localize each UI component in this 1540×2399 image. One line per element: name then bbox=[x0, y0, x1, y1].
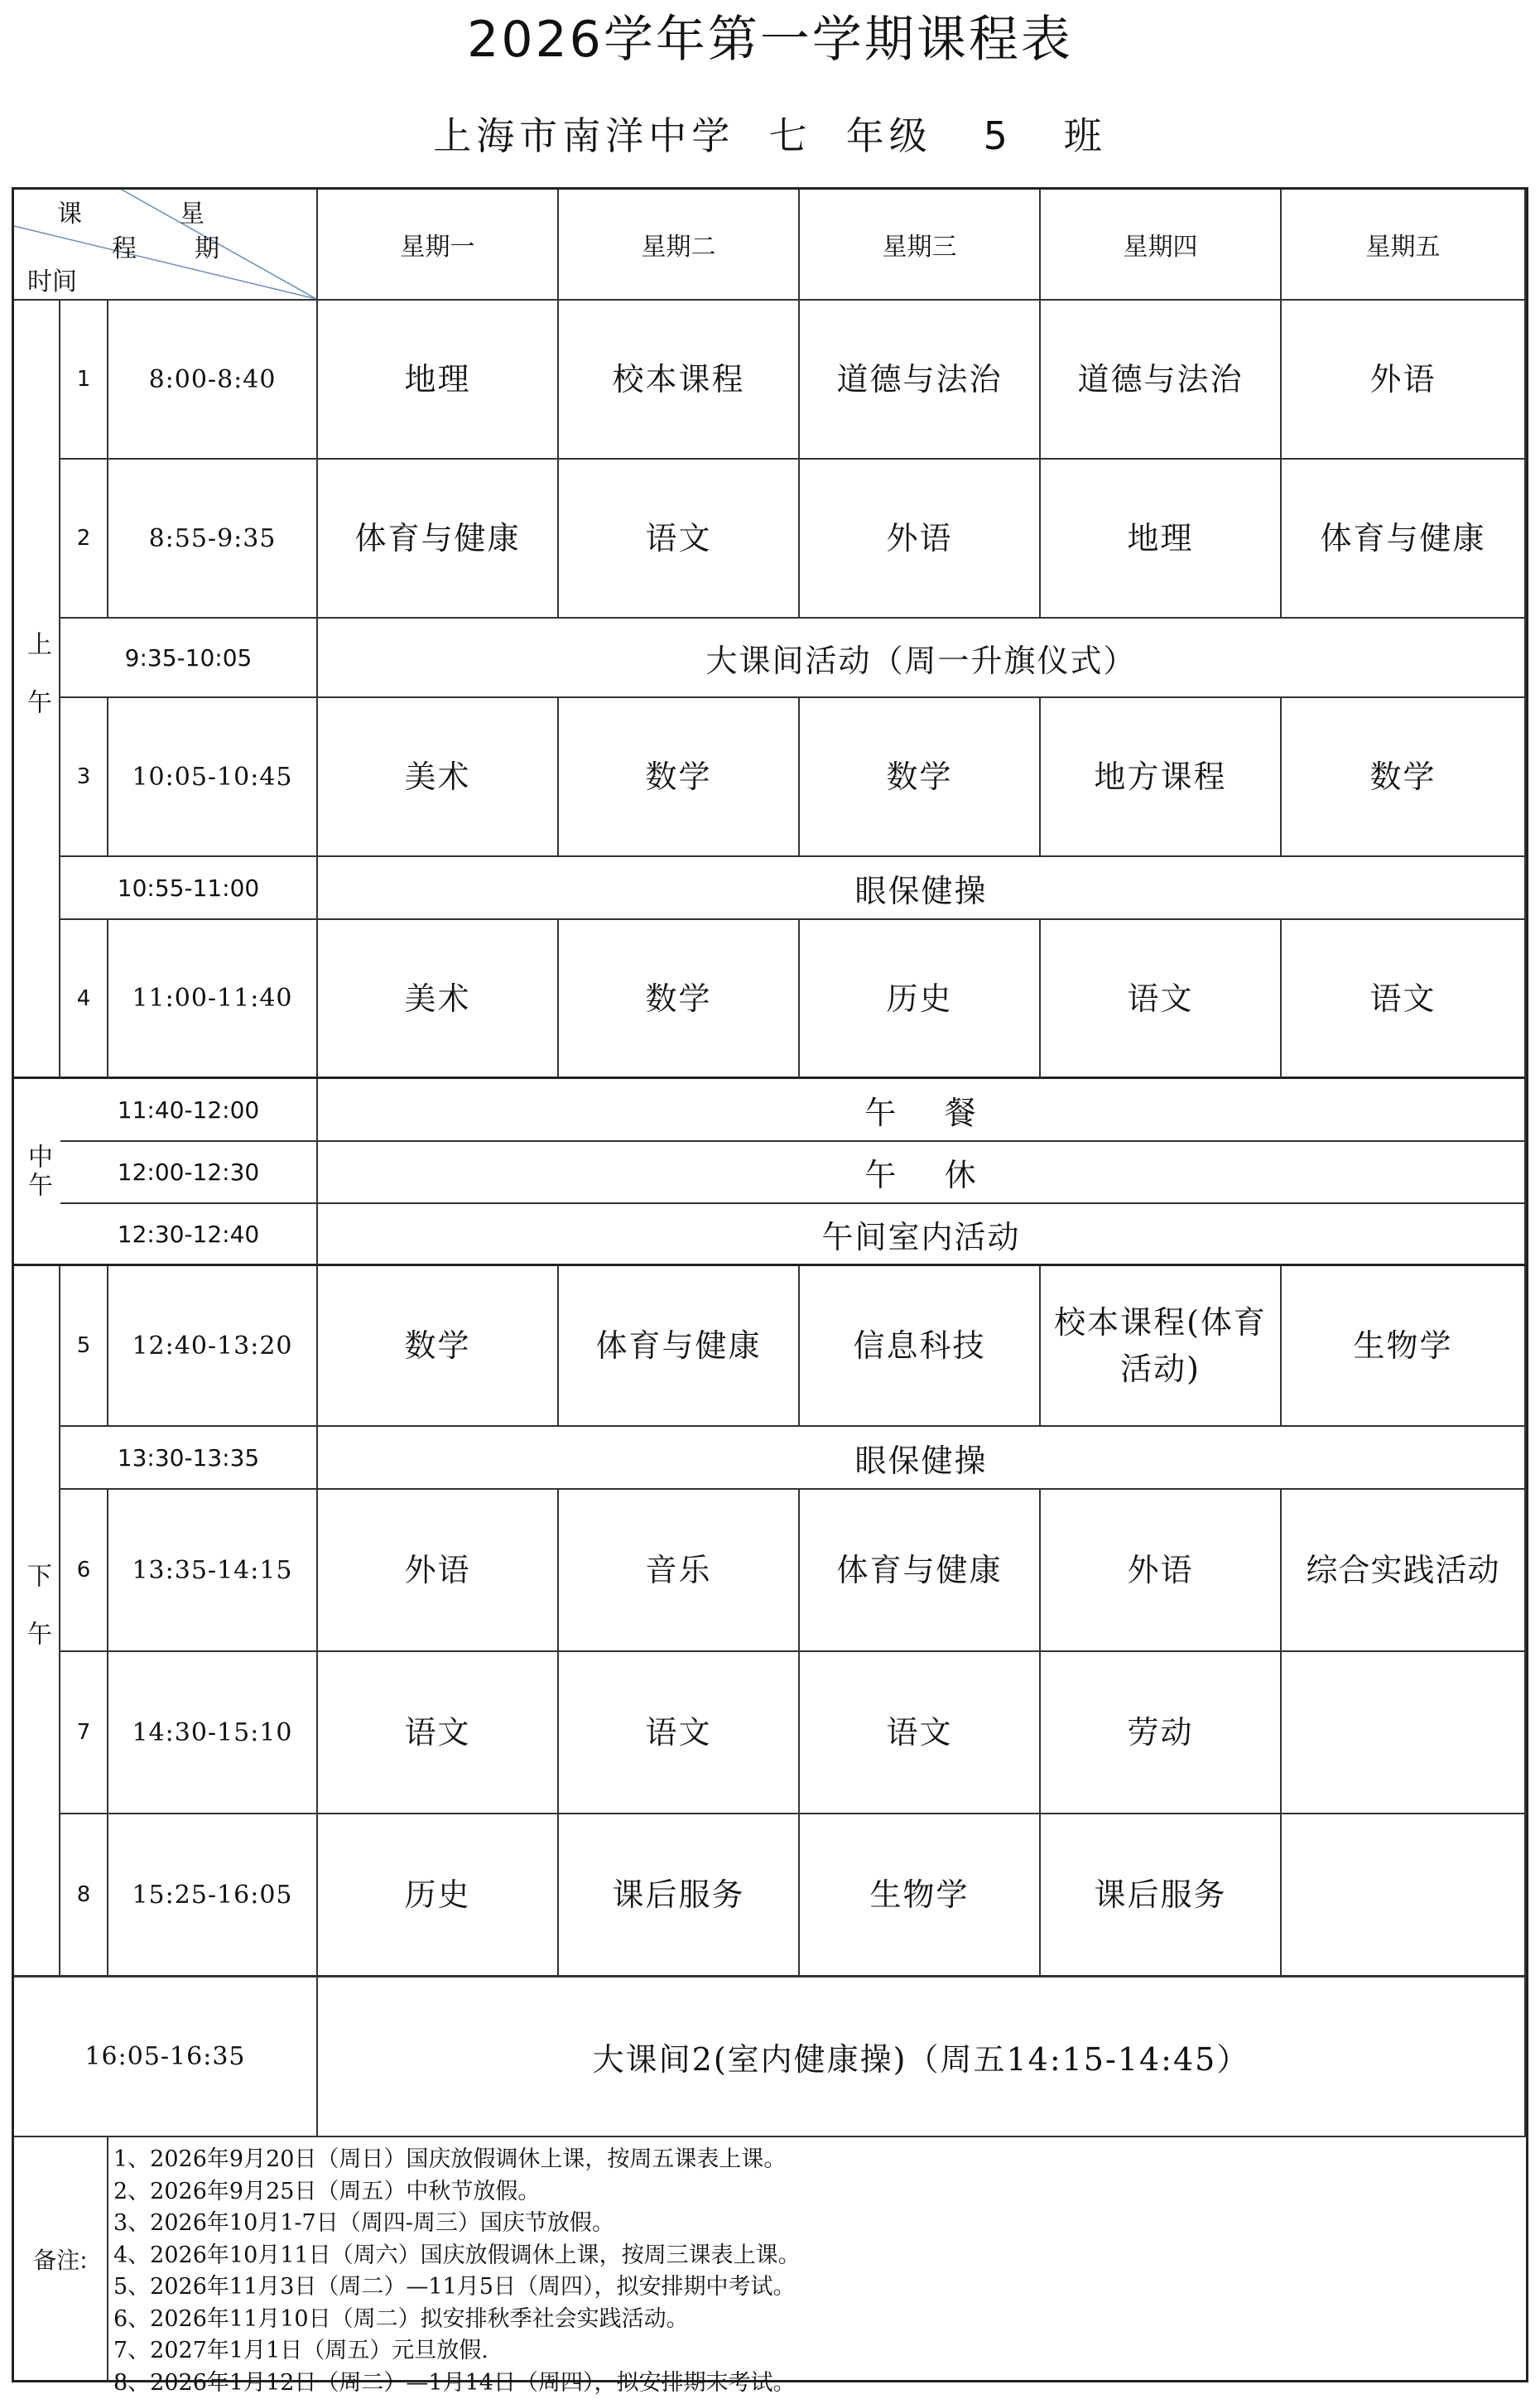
subject-cell: 体育与健康 bbox=[559, 1266, 800, 1427]
note-item: 4、2026年10月11日（周六）国庆放假调休上课，按周三课表上课。 bbox=[113, 2240, 801, 2272]
period-number: 7 bbox=[60, 1652, 108, 1814]
day-header-tue: 星期二 bbox=[559, 190, 800, 301]
break-time: 12:00-12:30 bbox=[60, 1142, 318, 1204]
period-time: 10:05-10:45 bbox=[108, 698, 318, 857]
subject-cell: 语文 bbox=[1041, 920, 1282, 1079]
nap-row: 午 休 bbox=[318, 1142, 1526, 1204]
subject-cell: 语文 bbox=[800, 1652, 1041, 1814]
note-item: 5、2026年11月3日（周二）—11月5日（周四），拟安排期中考试。 bbox=[113, 2271, 801, 2304]
note-item: 8、2026年1月12日（周二）—1月14日（周四），拟安排期末考试。 bbox=[113, 2368, 801, 2399]
period-number: 1 bbox=[60, 301, 108, 460]
break-time: 12:30-12:40 bbox=[60, 1204, 318, 1266]
corner-label-time: 时间 bbox=[27, 261, 77, 297]
corner-label-xing: 星 bbox=[180, 193, 205, 229]
subject-cell: 音乐 bbox=[559, 1490, 800, 1652]
period-time: 14:30-15:10 bbox=[108, 1652, 318, 1814]
break-activity: 大课间2(室内健康操)（周五14:15-14:45） bbox=[318, 1977, 1526, 2137]
subject-cell: 外语 bbox=[800, 460, 1041, 619]
break-time: 16:05-16:35 bbox=[14, 1977, 318, 2137]
break-time: 10:55-11:00 bbox=[60, 857, 318, 920]
break-time: 13:30-13:35 bbox=[60, 1427, 318, 1490]
subject-cell: 生物学 bbox=[800, 1814, 1041, 1977]
notes-label: 备注: bbox=[14, 2137, 108, 2380]
subject-cell: 数学 bbox=[559, 698, 800, 857]
break-time: 9:35-10:05 bbox=[60, 619, 318, 698]
period-time: 15:25-16:05 bbox=[108, 1814, 318, 1977]
subject-cell: 美术 bbox=[318, 698, 559, 857]
subject-cell: 信息科技 bbox=[800, 1266, 1041, 1427]
subject-cell-empty bbox=[1282, 1814, 1526, 1977]
period-time: 8:55-9:35 bbox=[108, 460, 318, 619]
subject-cell: 课后服务 bbox=[559, 1814, 800, 1977]
break-activity: 眼保健操 bbox=[318, 1427, 1526, 1490]
corner-label-cheng: 程 bbox=[112, 228, 137, 264]
day-header-wed: 星期三 bbox=[800, 190, 1041, 301]
period-time: 8:00-8:40 bbox=[108, 301, 318, 460]
break-activity: 眼保健操 bbox=[318, 857, 1526, 920]
period-number: 3 bbox=[60, 698, 108, 857]
timetable bbox=[12, 187, 1528, 2382]
subject-cell: 校本课程 bbox=[559, 301, 800, 460]
day-header-thu: 星期四 bbox=[1041, 190, 1282, 301]
subject-cell: 地理 bbox=[318, 301, 559, 460]
subject-cell: 生物学 bbox=[1282, 1266, 1526, 1427]
subject-cell: 外语 bbox=[1041, 1490, 1282, 1652]
subject-cell: 历史 bbox=[800, 920, 1041, 1079]
class-subtitle: 上海市南洋中学 七 年级 5 班 bbox=[0, 109, 1540, 162]
subject-cell: 语文 bbox=[318, 1652, 559, 1814]
subject-cell: 体育与健康 bbox=[318, 460, 559, 619]
notes-list bbox=[108, 2137, 1526, 2380]
page-title: 2026学年第一学期课程表 bbox=[0, 7, 1540, 73]
subject-cell: 外语 bbox=[318, 1490, 559, 1652]
note-item: 2、2026年9月25日（周五）中秋节放假。 bbox=[113, 2176, 801, 2209]
note-item: 7、2027年1月1日（周五）元旦放假. bbox=[113, 2335, 801, 2368]
note-item: 3、2026年10月1-7日（周四-周三）国庆节放假。 bbox=[113, 2208, 801, 2240]
subject-cell-empty bbox=[1282, 1652, 1526, 1814]
corner-label-qi: 期 bbox=[195, 228, 219, 264]
day-header-fri: 星期五 bbox=[1282, 190, 1526, 301]
break-activity: 大课间活动（周一升旗仪式） bbox=[318, 619, 1526, 698]
subject-cell: 语文 bbox=[559, 1652, 800, 1814]
corner-label-ke: 课 bbox=[57, 193, 82, 229]
section-afternoon: 下午 bbox=[14, 1266, 60, 1977]
period-number: 4 bbox=[60, 920, 108, 1079]
day-header-mon: 星期一 bbox=[318, 190, 559, 301]
note-item: 1、2026年9月20日（周日）国庆放假调休上课，按周五课表上课。 bbox=[113, 2144, 801, 2176]
subject-cell: 校本课程(体育活动) bbox=[1041, 1266, 1282, 1427]
noon-activity-row: 午间室内活动 bbox=[318, 1204, 1526, 1266]
break-time: 11:40-12:00 bbox=[60, 1079, 318, 1142]
subject-cell: 综合实践活动 bbox=[1282, 1490, 1526, 1652]
subject-cell: 地方课程 bbox=[1041, 698, 1282, 857]
period-number: 8 bbox=[60, 1814, 108, 1977]
subject-cell: 道德与法治 bbox=[1041, 301, 1282, 460]
period-time: 12:40-13:20 bbox=[108, 1266, 318, 1427]
subject-cell: 语文 bbox=[559, 460, 800, 619]
subject-cell: 道德与法治 bbox=[800, 301, 1041, 460]
period-number: 5 bbox=[60, 1266, 108, 1427]
section-noon: 中午 bbox=[14, 1079, 60, 1266]
period-number: 2 bbox=[60, 460, 108, 619]
header-corner bbox=[14, 190, 318, 301]
period-time: 11:00-11:40 bbox=[108, 920, 318, 1079]
subject-cell: 地理 bbox=[1041, 460, 1282, 619]
lunch-row: 午 餐 bbox=[318, 1079, 1526, 1142]
period-time: 13:35-14:15 bbox=[108, 1490, 318, 1652]
subject-cell: 数学 bbox=[1282, 698, 1526, 857]
subject-cell: 数学 bbox=[559, 920, 800, 1079]
subject-cell: 语文 bbox=[1282, 920, 1526, 1079]
subject-cell: 数学 bbox=[800, 698, 1041, 857]
subject-cell: 体育与健康 bbox=[1282, 460, 1526, 619]
subject-cell: 劳动 bbox=[1041, 1652, 1282, 1814]
subject-cell: 历史 bbox=[318, 1814, 559, 1977]
period-number: 6 bbox=[60, 1490, 108, 1652]
note-item: 6、2026年11月10日（周二）拟安排秋季社会实践活动。 bbox=[113, 2304, 801, 2336]
subject-cell: 课后服务 bbox=[1041, 1814, 1282, 1977]
subject-cell: 体育与健康 bbox=[800, 1490, 1041, 1652]
subject-cell: 外语 bbox=[1282, 301, 1526, 460]
subject-cell: 美术 bbox=[318, 920, 559, 1079]
subject-cell: 数学 bbox=[318, 1266, 559, 1427]
section-morning: 上午 bbox=[14, 301, 60, 1079]
